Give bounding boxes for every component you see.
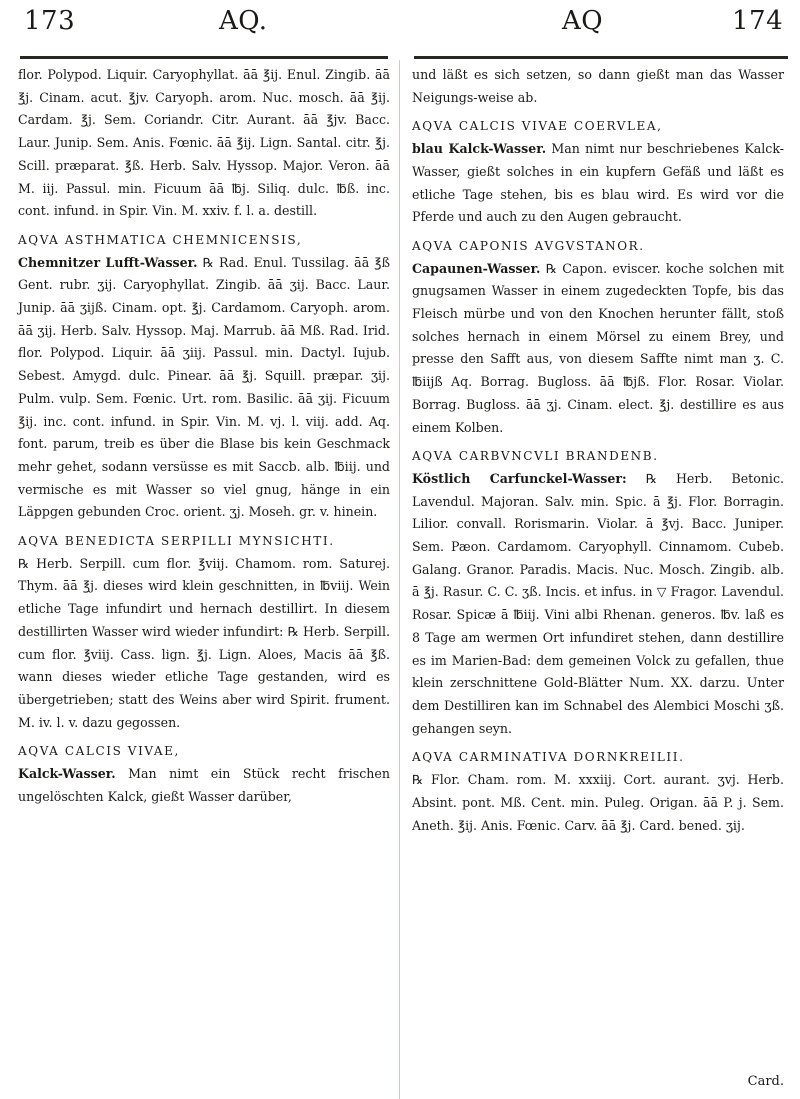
entry-text: Man nimt ein Stück recht frischen ungelöschten Kalck, gießt Wasser darüber, <box>18 766 390 804</box>
entry-text: ℞ Rad. Enul. Tussilag. āā ℥ß Gent. rubr. ʒij. Caryophyllat. Zingib. āā ʒij. Bacc. Laur. Junip. āā ʒijß. Cinam. opt. ℥j. Cardamom. Caryoph. arom. āā ʒij. Herb. Salv. Hyssop. Maj. Marrub. āā Mß. Rad. Irid. flor. Polypod. Liquir. āā ʒiij. Passul. min. Dactyl. Iujub. Sebest. Amygd. dulc. Pinear. āā ℥j. Squill. præpar. ʒij. Pulm. vulp. Sem. Fœnic. Urt. rom. Basilic. āā ʒij. Ficuum ℥ij. inc. cont. infund. in Spir. Vin. M. vj. l. viij. add. Aq. font. parum, treib es über die Blase bis kein Geschmack mehr gehet, sodann versüsse es mit Saccb. alb. ℔iij. und vermische es mit Wasser so viel gnug, hänge in ein Läppgen gebunden Croc. orient. ʒj. Moseh. gr. v. hinein. <box>18 254 390 520</box>
headword-right: AQ <box>562 6 604 36</box>
page-number-right: 174 <box>732 6 784 36</box>
entry-german-name: Capaunen-Wasser. <box>412 260 541 276</box>
entry-title: AQVA ASTHMATICA CHEMNICENSIS, <box>18 232 303 247</box>
entry <box>18 229 390 524</box>
entry-text: und läßt es sich setzen, so dann gießt man das Wasser Neigungs-weise ab. <box>412 67 784 105</box>
running-header <box>14 4 788 50</box>
entry-title: AQVA CARBVNCVLI BRANDENB. <box>412 449 659 464</box>
entry <box>412 235 784 439</box>
entry-text: ℞ Herb. Serpill. cum flor. ℥viij. Chamom. rom. Saturej. Thym. āā ℥j. dieses wird klein geschnitten, in ℔viij. Wein etliche Tage infundirt und hernach destillirt. In diesem destillirten Wasser wird wieder infundirt: ℞ Herb. Serpill. cum flor. ℥viij. Cass. lign. ℥j. Lign. Aloes, Macis āā ℥ß. wann dieses wieder etliche Tage gestanden, wird es übergetrieben; statt des Weins aber wird Spirit. frument. M. iv. l. v. dazu gegossen. <box>18 555 390 730</box>
entry-german-name: Köstlich Carfunckel-Wasser: <box>412 470 627 486</box>
column-divider <box>399 60 400 1099</box>
entry-title: AQVA CALCIS VIVAE COERVLEA, <box>412 119 663 134</box>
entry-title: AQVA CARMINATIVA DORNKREILII. <box>412 750 685 765</box>
entry-text: ℞ Herb. Betonic. Lavendul. Majoran. Salv. min. Spic. ā ℥j. Flor. Borragin. Lilior. convall. Rorismarin. Violar. ā ℥vj. Bacc. Juniper. Sem. Pæon. Cardamom. Caryophyll. Cinnamom. Cubeb. Galang. Granor. Paradis. Macis. Nuc. Mosch. Zingib. alb. ā ℥j. Rasur. C. C. ʒß. Incis. et infus. in ▽ Fragor. Lavendul. Rosar. Spicæ ā ℔iij. Vini albi Rhenan. generos. ℔v. laß es 8 Tage am wermen Ort infundiret stehen, dann destillire es im Marien-Bad: dem gemeinen Volck zu gefallen, thue klein zerschnittene Gold-Blätter Num. XX. darzu. Unter dem Destilliren kan im Schnabel des Alembici Moschi ʒß. gehangen seyn. <box>412 470 784 736</box>
entry-title: AQVA BENEDICTA SERPILLI MYNSICHTI. <box>18 534 335 549</box>
entry <box>412 64 784 109</box>
header-rule-right <box>414 56 788 59</box>
entry-text: Man nimt nur beschriebenes Kalck-Wasser, gießt solches in ein kupfern Gefäß und läßt es etliche Tage stehen, bis es blau wird. Es wird vor die Pferde und auch zu den Augen gebraucht. <box>412 141 784 225</box>
headword-left: AQ. <box>219 6 268 36</box>
catchword: Card. <box>747 1074 784 1089</box>
page-number-left: 173 <box>24 6 76 36</box>
left-column <box>18 64 390 809</box>
entry <box>18 740 390 808</box>
entry-title: AQVA CALCIS VIVAE, <box>18 744 180 759</box>
entry <box>412 115 784 229</box>
right-column <box>412 64 784 837</box>
entry <box>18 530 390 734</box>
entry <box>18 64 390 223</box>
entry-german-name: Chemnitzer Lufft-Wasser. <box>18 254 198 270</box>
entry <box>412 746 784 837</box>
entry-text: ℞ Capon. eviscer. koche solchen mit gnugsamen Wasser in einem zugedeckten Topfe, bis das Fleisch mürbe und von den Knochen herunter fällt, stoß solches hernach in einem Mörsel zu einem Brey, und presse den Safft aus, von diesem Saffte nimt man ʒ. C. ℔iijß Aq. Borrag. Bugloss. āā ℔jß. Flor. Rosar. Violar. Borrag. Bugloss. āā ʒj. Cinam. elect. ℥j. destillire es aus einem Kolben. <box>412 260 784 435</box>
entry-title: AQVA CAPONIS AVGVSTANOR. <box>412 238 645 253</box>
entry-text: flor. Polypod. Liquir. Caryophyllat. āā ℥ij. Enul. Zingib. āā ℥j. Cinam. acut. ℥jv. Caryoph. arom. Nuc. mosch. āā ℥ij. Cardam. ℥j. Sem. Coriandr. Citr. Aurant. āā ℥jv. Bacc. Laur. Junip. Sem. Anis. Fœnic. āā ℥ij. Lign. Santal. citr. ℥j. Scill. præparat. ℥ß. Herb. Salv. Hyssop. Major. Veron. āā M. iij. Passul. min. Ficuum āā ℔j. Siliq. dulc. ℔ß. inc. cont. infund. in Spir. Vin. M. xxiv. f. l. a. destill. <box>18 67 390 219</box>
entry-text: ℞ Flor. Cham. rom. M. xxxiij. Cort. aurant. ʒvj. Herb. Absint. pont. Mß. Cent. min. Puleg. Origan. āā P. j. Sem. Aneth. ℥ij. Anis. Fœnic. Carv. āā ℥j. Card. bened. ʒij. <box>412 772 784 833</box>
entry-german-name: blau Kalck-Wasser. <box>412 141 547 157</box>
entry-german-name: Kalck-Wasser. <box>18 766 116 782</box>
header-rule-left <box>20 56 388 59</box>
entry <box>412 445 784 740</box>
